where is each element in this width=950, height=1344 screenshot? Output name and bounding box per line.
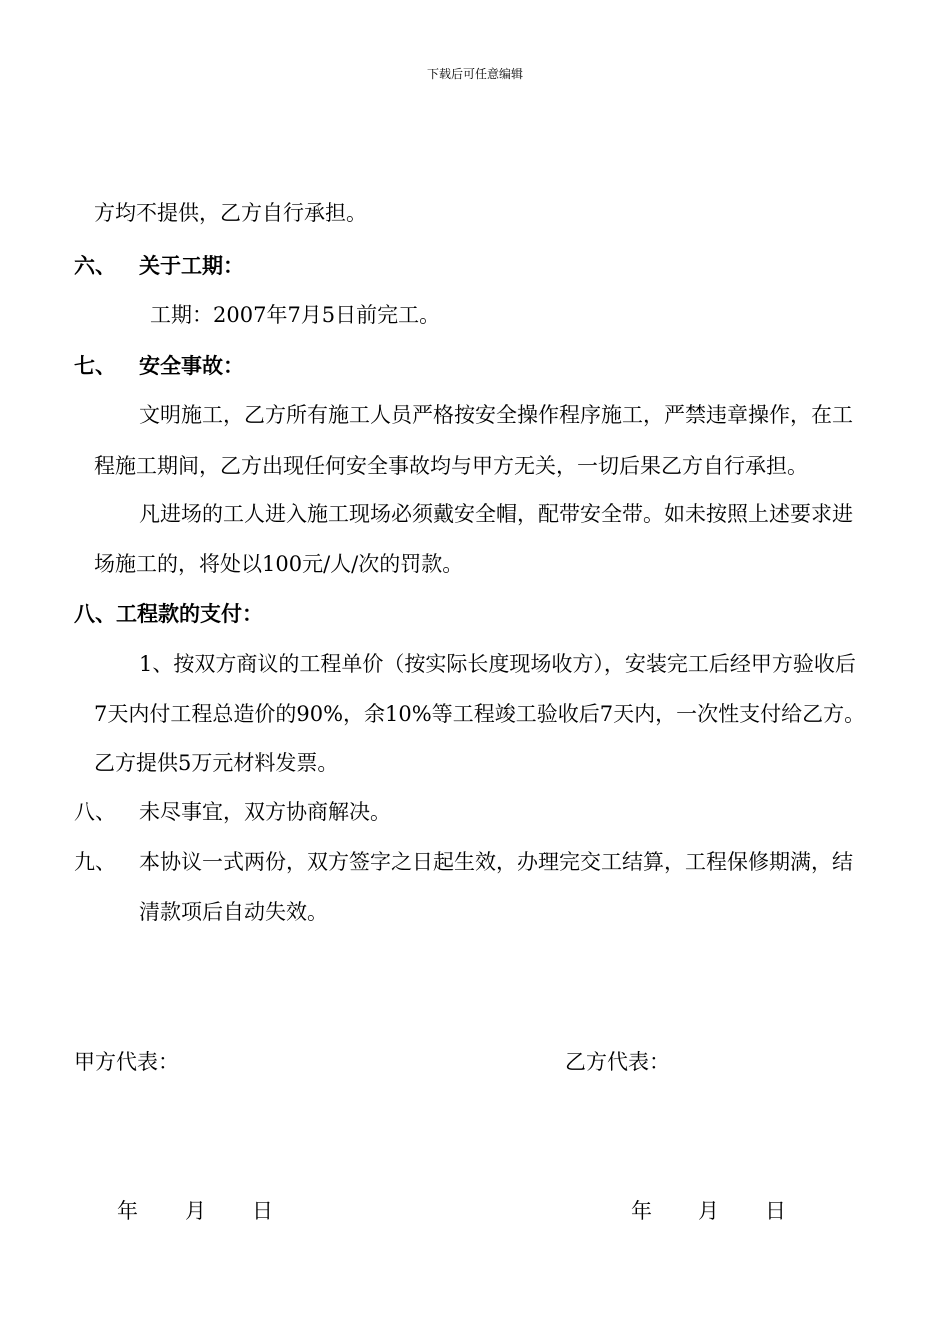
party-b-representative: 乙方代表： — [565, 1050, 670, 1074]
section9-line1: 本协议一式两份，双方签字之日起生效，办理完交工结算，工程保修期满，结 — [139, 850, 853, 874]
section7-number: 七、 — [74, 353, 116, 378]
section8-line2: 7天内付工程总造价的90%，余10%等工程竣工验收后7天内，一次性支付给乙方。 — [94, 702, 866, 726]
section9-number: 九、 — [74, 850, 116, 874]
section8b-number: 八、 — [74, 800, 116, 824]
section9-line2: 清款项后自动失效。 — [139, 900, 328, 924]
party-a-month: 月 — [185, 1199, 206, 1223]
section7-paragraph2-line2: 场施工的，将处以100元/人/次的罚款。 — [94, 552, 464, 576]
section6-content: 工期：2007年7月5日前完工。 — [150, 303, 441, 327]
party-a-year: 年 — [117, 1199, 138, 1223]
section8-title: 八、工程款的支付： — [74, 601, 263, 626]
section8-line3: 乙方提供5万元材料发票。 — [94, 751, 339, 775]
section6-number: 六、 — [74, 253, 116, 278]
section6-title: 关于工期： — [139, 253, 244, 278]
section7-paragraph1-line2: 程施工期间，乙方出现任何安全事故均与甲方无关，一切后果乙方自行承担。 — [94, 454, 808, 478]
section8-line1: 1、按双方商议的工程单价（按实际长度现场收方），安装完工后经甲方验收后 — [139, 652, 856, 676]
party-a-day: 日 — [252, 1199, 273, 1223]
party-a-representative: 甲方代表： — [74, 1050, 179, 1074]
party-b-day: 日 — [765, 1199, 786, 1223]
section7-paragraph1-line1: 文明施工，乙方所有施工人员严格按安全操作程序施工，严禁违章操作，在工 — [139, 403, 853, 427]
section8b-content: 未尽事宜，双方协商解决。 — [139, 800, 391, 824]
section7-title: 安全事故： — [139, 353, 244, 378]
party-b-year: 年 — [631, 1199, 652, 1223]
continuation-line: 方均不提供，乙方自行承担。 — [94, 201, 367, 225]
section7-paragraph2-line1: 凡进场的工人进入施工现场必须戴安全帽，配带安全带。如未按照上述要求进 — [139, 502, 853, 526]
party-b-month: 月 — [698, 1199, 719, 1223]
header-note: 下载后可任意编辑 — [426, 67, 523, 81]
